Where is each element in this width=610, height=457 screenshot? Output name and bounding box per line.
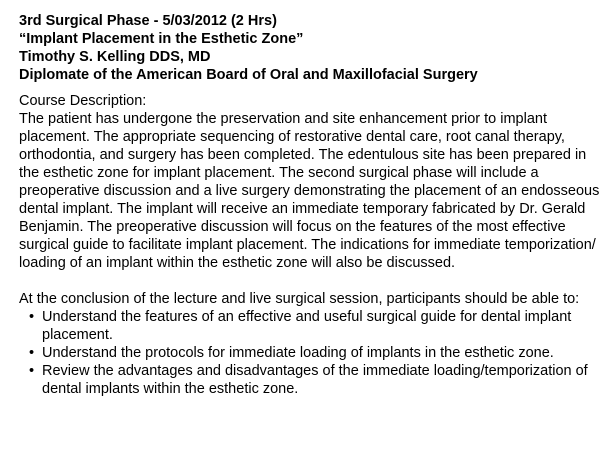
course-description: [19, 110, 600, 272]
description-line: dental implant. The implant will receive an immediate temporary fabricated by Dr. Gerald: [19, 201, 586, 217]
objectives-intro: At the conclusion of the lecture and live surgical session, participants should be able to:: [19, 291, 580, 307]
description-line: Benjamin. The preoperative discussion will focus on the features of the most effective: [19, 219, 566, 235]
bullet-icon: •: [29, 309, 35, 325]
objective-line: dental implants within the esthetic zone.: [42, 381, 299, 397]
document-header: [19, 12, 600, 84]
session-title: 3rd Surgical Phase - 5/03/2012 (2 Hrs): [19, 13, 277, 29]
description-line: surgical guide to facilitate implant placement. The indications for immediate temporization/: [19, 237, 596, 253]
course-description-label: Course Description:: [19, 93, 147, 109]
objectives-list: [19, 308, 600, 398]
bullet-icon: •: [29, 363, 35, 379]
presenter-name: Timothy S. Kelling DDS, MD: [19, 49, 211, 65]
objective-line: placement.: [42, 327, 113, 343]
lecture-title: “Implant Placement in the Esthetic Zone”: [19, 31, 304, 47]
objective-line: Understand the features of an effective and useful surgical guide for dental implant: [42, 309, 572, 325]
list-item: [19, 362, 600, 398]
document-body: [19, 92, 600, 398]
description-line: orthodontia, and surgery has been completed. The edentulous site has been prepared in: [19, 147, 587, 163]
presenter-credential: Diplomate of the American Board of Oral and Maxillofacial Surgery: [19, 67, 478, 83]
bullet-icon: •: [29, 345, 35, 361]
description-line: the esthetic zone for implant placement. The second surgical phase will include a: [19, 165, 539, 181]
description-line: preoperative discussion and a live surgery demonstrating the placement of an endosseous: [19, 183, 600, 199]
description-line: The patient has undergone the preservation and site enhancement prior to implant: [19, 111, 547, 127]
description-line: placement. The appropriate sequencing of restorative dental care, root canal therapy,: [19, 129, 565, 145]
description-line: loading of an implant within the esthetic zone will also be discussed.: [19, 255, 456, 271]
list-item: [19, 344, 600, 362]
list-item: [19, 308, 600, 344]
objective-line: Understand the protocols for immediate loading of implants in the esthetic zone.: [42, 345, 554, 361]
objective-line: Review the advantages and disadvantages of the immediate loading/temporization of: [42, 363, 588, 379]
